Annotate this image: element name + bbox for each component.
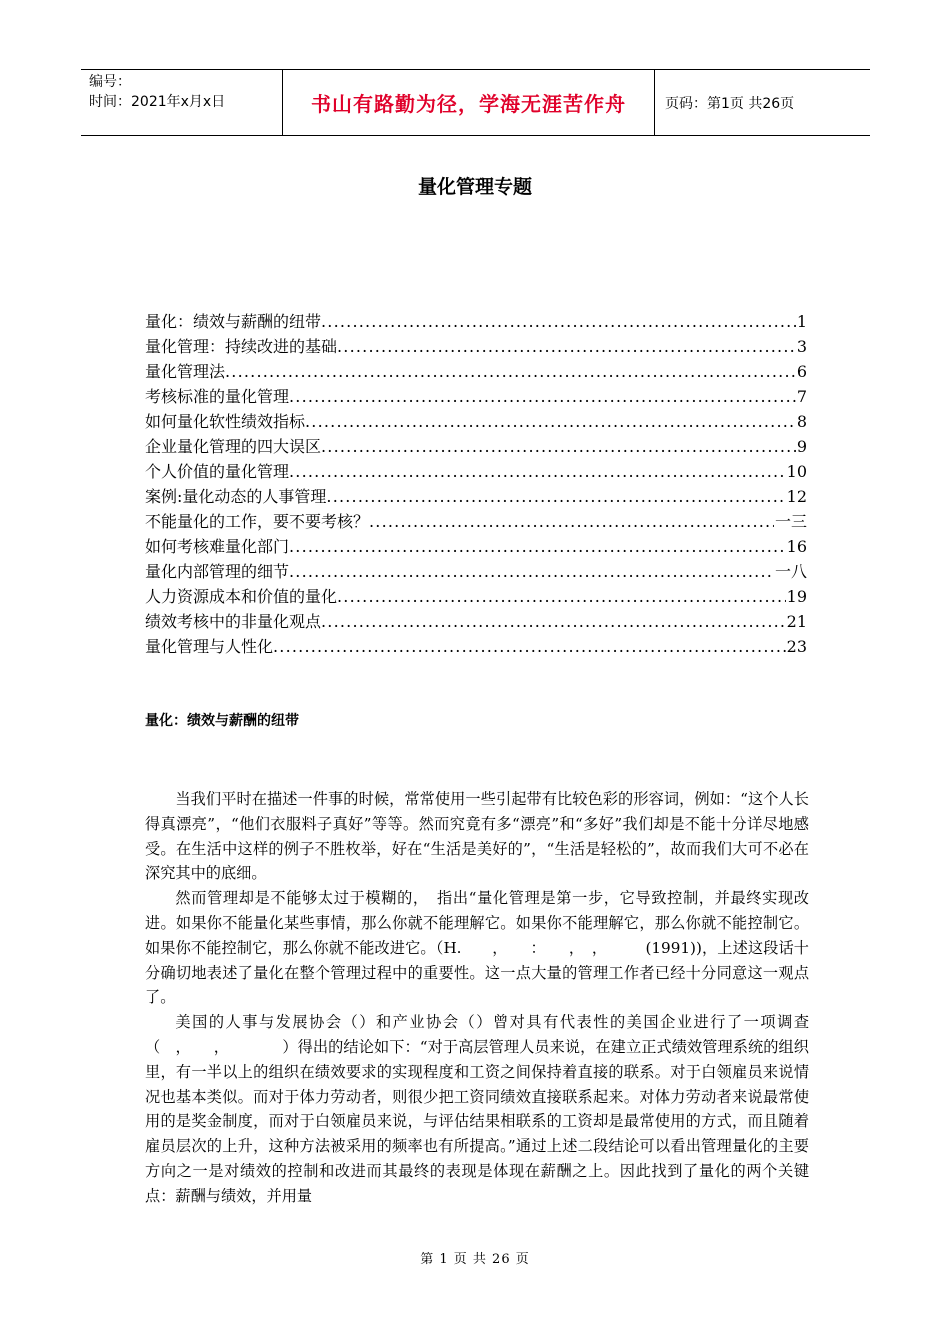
toc-entry[interactable]	[145, 609, 807, 634]
toc-entry[interactable]	[145, 484, 807, 509]
toc-entry[interactable]	[145, 359, 807, 384]
date-label: 时间：2021年x月x日	[89, 94, 226, 110]
toc-entry[interactable]	[145, 434, 807, 459]
toc-entry-title: 量化管理与人性化	[145, 637, 274, 656]
toc-entry-page: 16	[786, 537, 807, 556]
body-text	[145, 787, 809, 1209]
toc-entry[interactable]	[145, 384, 807, 409]
toc-dot-leader	[321, 434, 796, 459]
toc-entry[interactable]	[145, 559, 807, 584]
toc-dot-leader	[326, 484, 785, 509]
toc-entry-title: 不能量化的工作，要不要考核？	[145, 512, 370, 531]
toc-entry-page: 23	[786, 637, 807, 656]
toc-entry-title: 量化内部管理的细节	[145, 562, 290, 581]
toc-dot-leader	[225, 359, 796, 384]
toc-entry-page: 9	[796, 437, 807, 456]
toc-entry[interactable]	[145, 309, 807, 334]
header-page-info: 页码：第1页 共26页	[665, 95, 795, 112]
toc-entry[interactable]	[145, 634, 807, 659]
toc-entry-page: 一八	[774, 562, 807, 581]
toc-entry-page: 21	[786, 612, 807, 631]
toc-entry[interactable]	[145, 459, 807, 484]
toc-entry-title: 绩效考核中的非量化观点	[145, 612, 322, 631]
page-footer: 第 1 页 共 26 页	[420, 1252, 530, 1267]
toc-entry-page: 19	[786, 587, 807, 606]
toc-entry-title: 如何量化软性绩效指标	[145, 412, 306, 431]
toc-dot-leader	[337, 584, 786, 609]
toc-entry-page: 6	[796, 362, 807, 381]
toc-entry[interactable]	[145, 534, 807, 559]
toc-dot-leader	[289, 534, 786, 559]
header-motto: 书山有路勤为径，学海无涯苦作舟	[282, 70, 655, 135]
document-title: 量化管理专题	[417, 176, 532, 198]
toc-entry-page: 12	[786, 487, 807, 506]
toc-entry-page: 一三	[774, 512, 807, 531]
toc-entry-title: 人力资源成本和价值的量化	[145, 587, 338, 606]
toc-dot-leader	[289, 459, 786, 484]
toc-entry-page: 10	[786, 462, 807, 481]
section-heading: 量化：绩效与薪酬的纽带	[145, 713, 299, 729]
toc-entry-page: 1	[796, 312, 807, 331]
toc-entry-page: 3	[796, 337, 807, 356]
toc-entry-title: 考核标准的量化管理	[145, 387, 290, 406]
toc-dot-leader	[369, 509, 774, 534]
toc-dot-leader	[305, 409, 796, 434]
toc-entry-title: 量化管理法	[145, 362, 226, 381]
toc-entry-title: 个人价值的量化管理	[145, 462, 290, 481]
toc-entry-title: 量化管理：持续改进的基础	[145, 337, 338, 356]
toc-entry[interactable]	[145, 334, 807, 359]
toc-dot-leader	[289, 384, 796, 409]
toc-entry[interactable]	[145, 509, 807, 534]
table-of-contents	[145, 309, 807, 659]
toc-dot-leader	[289, 559, 774, 584]
toc-entry-title: 量化：绩效与薪酬的纽带	[145, 312, 322, 331]
toc-entry-page: 7	[796, 387, 807, 406]
page-header	[81, 69, 870, 136]
toc-dot-leader	[321, 309, 796, 334]
toc-entry-title: 企业量化管理的四大误区	[145, 437, 322, 456]
toc-entry[interactable]	[145, 584, 807, 609]
header-meta	[81, 70, 282, 135]
toc-dot-leader	[321, 609, 786, 634]
body-paragraph: 美国的人事与发展协会（）和产业协会（）曾对具有代表性的美国企业进行了一项调查（ ， ， ）得出的结论如下：“对于高层管理人员来说，在建立正式绩效管理系统的组织里，有一半以上的组织在绩效要求的实现程度和工资之间保持着直接的联系。对于白领雇员来说情况也基本类似。而对于体力劳动者，则很少把工资同绩效直接联系起来。对体力劳动者来说最常使用的是奖金制度，而对于白领雇员来说，与评估结果相联系的工资却是最常使用的方式，而且随着雇员层次的上升，这种方法被采用的频率也有所提高。”通过上述二段结论可以看出管理量化的主要方向之一是对绩效的控制和改进而其最终的表现是体现在薪酬之上。因此找到了量化的两个关键点：薪酬与绩效，并用量	[145, 1013, 809, 1205]
toc-entry[interactable]	[145, 409, 807, 434]
toc-entry-page: 8	[796, 412, 807, 431]
toc-entry-title: 如何考核难量化部门	[145, 537, 290, 556]
toc-dot-leader	[273, 634, 786, 659]
toc-entry-title: 案例:量化动态的人事管理	[145, 487, 327, 506]
body-paragraph: 然而管理却是不能够太过于模糊的， 指出“量化管理是第一步，它导致控制，并最终实现改进。如果你不能量化某些事情，那么你就不能理解它。如果你不能理解它，那么你就不能控制它。如果你不能控制它，那么你就不能改进它。（H. ， ： ， ， (1991))，上述这段话十分确切地表述了量化在整个管理过程中的重要性。这一点大量的管理工作者已经十分同意这一观点了。	[145, 889, 809, 1007]
number-label: 编号：	[89, 74, 131, 90]
body-paragraph: 当我们平时在描述一件事的时候，常常使用一些引起带有比较色彩的形容词，例如：“这个人长得真漂亮”，“他们衣服料子真好”等等。然而究竟有多“漂亮”和“多好”我们却是不能十分详尽地感受。在生活中这样的例子不胜枚举，好在“生活是美好的”，“生活是轻松的”，故而我们大可不必在深究其中的底细。	[145, 790, 809, 883]
toc-dot-leader	[337, 334, 796, 359]
